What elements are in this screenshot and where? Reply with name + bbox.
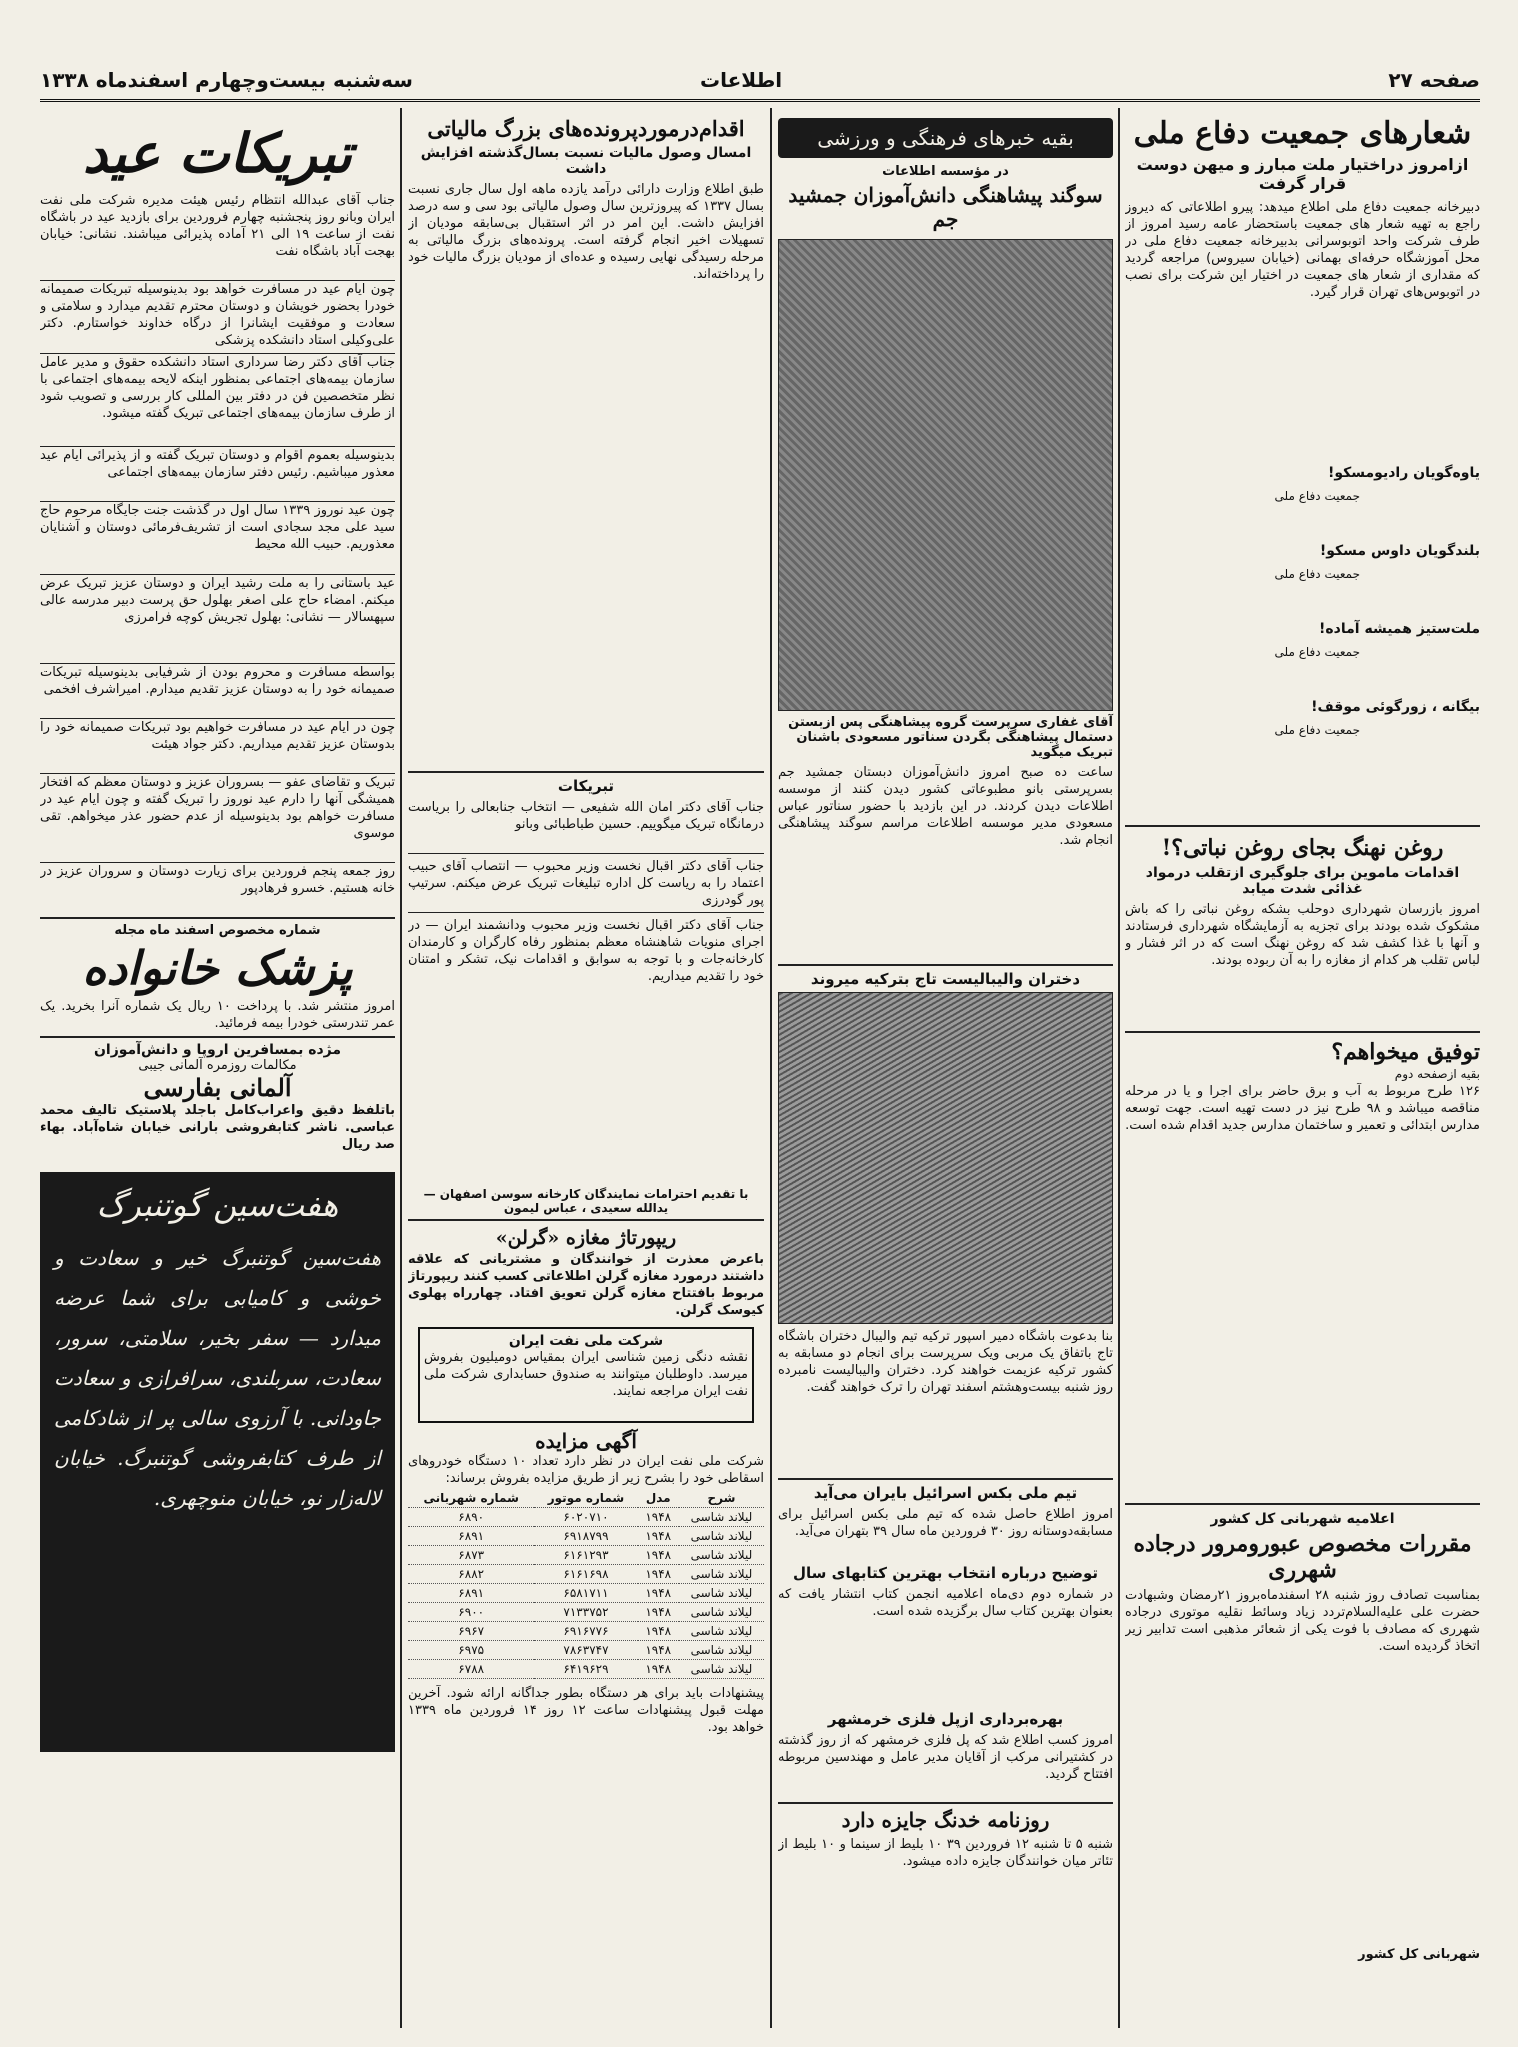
article-guerlain: باعرض معذرت از خوانندگان و مشتریانی که علاقه داشتند درمورد مغازه گرلن اطلاعاتی کسب کنند ریپورتاژ مربوط بافتتاح مغازه گرلن تعویق افتاد. چهارراه پهلوی کیوسک گرلن. (408, 1252, 764, 1318)
issue-date: سه‌شنبه بیست‌وچهارم اسفندماه ۱۳۳۸ (40, 68, 413, 92)
cell: ۱۹۴۸ (638, 1584, 679, 1603)
masthead (40, 60, 1480, 102)
divider (1125, 1503, 1480, 1505)
article-books: در شماره دوم دی‌ماه اعلامیه انجمن کتاب انتشار یافت که بعنوان بهترین کتاب سال برگزیده شده است. (778, 1587, 1113, 1619)
divider (778, 1802, 1113, 1804)
cell: ۶۱۶۱۶۹۸ (534, 1565, 637, 1584)
greeting-item: جناب آقای عبدالله انتظام رئیس هیئت مدیره شرکت ملی نفت ایران وبانو روز پنجشنبه چهارم فروردین برای بازدید عید در باشگاه نفت از ساعت ۱۹ الی ۲۱ آماده پذیرائی میباشند. نشانی: خیابان بهجت آباد باشگاه نفت (40, 192, 395, 281)
greeting-item: چون عید نوروز ۱۳۳۹ سال اول در گذشت جنت جایگاه مرحوم حاج سید علی مجد سجادی است از تشریف‌فرمائی دوستان و آشنایان معذوریم. حبیب الله محیط (40, 502, 395, 575)
article-boxing: امروز اطلاع حاصل شده که تیم ملی بکس اسرائیل برای مسابقه‌دوستانه روز ۳۰ فروردین ماه سال ۳۹ بتهران می‌آید. (778, 1507, 1113, 1539)
subhead-oil: اقدامات ماموین برای جلوگیری ازتقلب درمواد غذائی شدت میابد (1145, 865, 1460, 897)
cell: لیلاند شاسی (679, 1508, 764, 1527)
greeting-item: جناب آقای دکتر اقبال نخست وزیر محبوب — انتصاب آقای حبیب اعتماد را به ریاست کل اداره تبلیغات تبریک عرض میکنم. سرتیپ پور گودرزی (408, 858, 764, 913)
article-defense: دبیرخانه جمعیت دفاع ملی اطلاع میدهد: پیرو اطلاعاتی که دیروز راجع به تهیه شعار های جمعیت باستحضار عامه رسید امروز از طرف شرکت واحد اتوبوسرانی بدبیرخانه جمعیت دفاع ملی در محل آموزشگاه حرفه‌ای بهمانی (خیابان سیروس) مراجعه گردید که مقداری از شعار های جمعیت در اختیار این شرکت برای نصب در اتوبوس‌های تهران قرار گیرد. (1125, 200, 1480, 300)
article-traffic: بمناسبت تصادف روز شنبه ۲۸ اسفندماه‌بروز ۲۱رمضان وشبهادت حضرت علی علیه‌السلام‌تردد زیاد وسائط نقلیه موتوری درجاده شهرری که مصادف با فوت یکی از شعائر مذهبی است تدابیر زیر اتخاذ گردیده است. (1125, 1588, 1480, 1654)
article-oil: امروز بازرسان شهرداری دوحلب بشکه روغن نباتی را که باش مشکوک شده بودند برای تجزیه به آزمایشگاه شهرداری فرستادند و آنها با غذا کشف شد که روغن نهنگ است که در اثر فشار و لباس تقلب هر کدام از مغازه را به آن ربوده بودند. (1125, 902, 1480, 968)
slogan-tag: جمعیت دفاع ملی (1274, 567, 1360, 581)
cell: ۶۹۶۷ (408, 1622, 534, 1641)
section-label: در مؤسسه اطلاعات (882, 164, 1009, 179)
cell: ۶۸۸۲ (408, 1565, 534, 1584)
greeting-item: چون ایام عید در مسافرت خواهد بود بدینوسیله تبریکات صمیمانه خودرا بحضور خویشان و دوستان محترم تقدیم میدارد و سلامتی و سعادت و موفقیت ایشانرا از درگاه خداوند خواستارم. دکتر علی‌وکیلی استاد دانشکده پزشکی (40, 281, 395, 354)
headline-guerlain: ریپورتاژ مغازه «گرلن» (495, 1227, 677, 1249)
column-rule (770, 108, 772, 2028)
greeting-item: چون در ایام عید در مسافرت خواهیم بود تبریکات صمیمانه خود را بدوستان عزیز تقدیم میداریم. دکتر جواد هیئت (40, 719, 395, 774)
cell: ۱۹۴۸ (638, 1546, 679, 1565)
column-tax (408, 112, 764, 2022)
auction-terms: پیشنهادات باید برای هر دستگاه بطور جداگانه ارائه شود. آخرین مهلت قبول پیشنهادات ساعت ۱۲ روز ۱۴ فروردین ماه ۱۳۳۹ خواهد بود. (408, 1686, 764, 1735)
cell: ۱۹۴۸ (638, 1527, 679, 1546)
slogan-tag: جمعیت دفاع ملی (1274, 489, 1360, 503)
slogan: بیگانه ، زورگوئی موقف! (1311, 699, 1480, 715)
cell: لیلاند شاسی (679, 1584, 764, 1603)
cell: ۱۹۴۸ (638, 1603, 679, 1622)
table-row (408, 1641, 764, 1660)
greeting-item: تبریک و تقاضای عفو — بسروران عزیز و دوستان معظم که افتخار همیشگی آنها را دارم عید نوروز را تبریک گفته و چون ایام عید در مسافرت خواهم بود بدینوسیله از عدم حضور عذر میخواهم. تقی موسوی (40, 774, 395, 863)
section-banner: بقیه خبرهای فرهنگی و ورزشی (778, 118, 1113, 158)
section-greetings: تبریکات (557, 777, 615, 795)
book-ad-title: آلمانی بفارسی (143, 1073, 292, 1102)
notice-body: نقشه دنگی زمین شناسی ایران بمقیاس دومیلیون بفروش میرسد. داوطلبان میتوانند به صندوق حسابداری شرکت ملی نفت ایران مراجعه نمایند. (424, 1350, 748, 1399)
notice-title: شرکت ملی نفت ایران (508, 1333, 664, 1349)
article-prize: شنبه ۵ تا شنبه ۱۲ فروردین ۳۹ ۱۰ بلیط از سینما و ۱۰ بلیط از تئاتر میان خوانندگان جایزه داده میشود. (778, 1837, 1113, 1869)
table-row (408, 1508, 764, 1527)
subhead-defense: ازامروز دراختیار ملت مبارز و میهن دوست قرار گرفت (1136, 155, 1469, 193)
headline-boxing: تیم ملی بکس اسرائیل بایران می‌آید (813, 1484, 1078, 1502)
paper-name: اطلاعات (700, 68, 783, 92)
headline-books: توضیح درباره انتخاب بهترین کتابهای سال (793, 1564, 1098, 1582)
volleyball-photo (778, 992, 1113, 1324)
ad-title: هفت‌سین گوتنبرگ (96, 1186, 339, 1224)
auction-table (408, 1489, 764, 1679)
cell: لیلاند شاسی (679, 1527, 764, 1546)
column-greetings (40, 112, 395, 2022)
cell: ۱۹۴۸ (638, 1641, 679, 1660)
column-rule (400, 108, 402, 2028)
slogan-list (1125, 465, 1480, 825)
divider (778, 1478, 1113, 1480)
divider (408, 771, 764, 773)
book-ad-body: باتلفظ دقیق واعراب‌کامل باجلد پلاستیک تالیف محمد عباسی. ناشر کتابفروشی بارانی خیابان شاه‌آباد. بهاء صد ریال (40, 1103, 395, 1152)
column-header: مدل (638, 1489, 679, 1508)
magazine-ad: امروز منتشر شد. با پرداخت ۱۰ ریال یک شماره آنرا بخرید. یک عمر تندرستی خودرا بیمه فرمائید. (40, 998, 395, 1038)
column-header: شماره موتور (534, 1489, 637, 1508)
oil-company-notice (418, 1327, 754, 1423)
cell: ۶۹۱۶۷۷۶ (534, 1622, 637, 1641)
table-row (408, 1546, 764, 1565)
cell: ۷۸۶۳۷۴۷ (534, 1641, 637, 1660)
photo-caption: آقای غفاری سرپرست گروه پیشاهنگی پس ازبستن دستمال پیشاهنگی بگردن سناتور مسعودی باشنان تبریک میگوید (788, 715, 1113, 760)
headline-auction: آگهی مزایده (535, 1429, 637, 1453)
cell: ۶۸۹۱ (408, 1584, 534, 1603)
cell: ۶۷۸۸ (408, 1660, 534, 1679)
headline-traffic: مقررات مخصوص عبورومرور درجاده شهرری (1133, 1531, 1472, 1583)
table-row (408, 1603, 764, 1622)
slogan-tag: جمعیت دفاع ملی (1274, 645, 1360, 659)
headline-prize: روزنامه خدنگ جایزه دارد (841, 1808, 1050, 1832)
cell: ۶۰۲۰۷۱۰ (534, 1508, 637, 1527)
greeting-item: بدینوسیله بعموم اقوام و دوستان تبریک گفته و از پذیرائی ایام عید معذور میباشیم. رئیس دفتر سازمان بیمه‌های اجتماعی (40, 447, 395, 502)
cell: ۱۹۴۸ (638, 1622, 679, 1641)
page-number: صفحه ۲۷ (1388, 68, 1480, 92)
cell: ۶۴۱۹۶۲۹ (534, 1660, 637, 1679)
slogan: بلندگویان داوس مسکو! (1319, 543, 1480, 559)
cell: ۶۸۹۱ (408, 1527, 534, 1546)
divider (778, 964, 1113, 966)
greeting-item: جناب آقای دکتر رضا سرداری استاد دانشکده حقوق و مدیر عامل سازمان بیمه‌های اجتماعی بمنظور اینکه لایحه بیمه‌های اجتماعی با نظر متخصصین فن در دفتر بین المللی کار بررسی و تصویب شود از طرف سازمان بیمه‌های اجتماعی تبریک گفته میشود. (40, 354, 395, 447)
headline-volleyball: دختران والیبالیست تاج بترکیه میروند (810, 970, 1081, 988)
article-tax: طبق اطلاع وزارت دارائی درآمد یازده ماهه اول سال جاری نسبت بسال ۱۳۳۷ که پیروزترین سال وصول مالیاتی بود سی و سه درصد افزایش داشت. این امر در اثر استقبال بی‌سابقه مودیان از تسهیلات اخیر انجام گرفته است. پرونده‌های بزرگ مالیاتی به مرحله رسیدگی نهایی رسیده و عده‌ای از مودیان بزرگ مالیات خود را پرداخته‌اند. (408, 182, 764, 282)
cell: ۶۸۷۳ (408, 1546, 534, 1565)
greeting-item: بواسطه مسافرت و محروم بودن از شرفیابی بدینوسیله تبریکات صمیمانه خود را به دوستان عزیز تقدیم میدارم. امیراشرف افخمی (40, 664, 395, 719)
headline-bridge: بهره‌برداری ازپل فلزی خرمشهر (827, 1710, 1064, 1728)
cell: لیلاند شاسی (679, 1660, 764, 1679)
auction-intro: شرکت ملی نفت ایران در نظر دارد تعداد ۱۰ دستگاه خودروهای اسقاطی خود را بشرح زیر از طریق مزایده بفروش برساند: (408, 1454, 764, 1486)
table-row (408, 1660, 764, 1679)
headline-oil: روغن نهنگ بجای روغن نباتی؟! (1161, 835, 1444, 861)
cell: لیلاند شاسی (679, 1546, 764, 1565)
continued-note: بقیه ازصفحه دوم (1394, 1067, 1480, 1081)
slogan-tag: جمعیت دفاع ملی (1274, 723, 1360, 737)
article-bridge: امروز کسب اطلاع شد که پل فلزی خرمشهر که از روز گذشته در کشتیرانی مرکب از آقایان مدیر عامل و مهندسین مربوطه افتتاح گردید. (778, 1733, 1113, 1782)
article-tofigh: ۱۲۶ طرح مربوط به آب و برق حاضر برای اجرا و یا در مرحله مناقصه میباشد و ۹۸ طرح نیز در دست تهیه است. جهت توسعه مدارس ابتدائی و تعمیر و ساختمان مدارس جدید اقدام شده است. (1125, 1084, 1480, 1133)
cell: ۱۹۴۸ (638, 1565, 679, 1584)
cell: ۶۹۰۰ (408, 1603, 534, 1622)
cell: ۶۹۱۸۷۹۹ (534, 1527, 637, 1546)
scouts-photo (778, 239, 1113, 711)
column-header: شماره شهربانی (408, 1489, 534, 1508)
magazine-title: پزشک خانواده (82, 941, 353, 995)
cell: ۶۵۸۱۷۱۱ (534, 1584, 637, 1603)
greeting-item: جناب آقای دکتر امان الله شفیعی — انتخاب جنابعالی را بریاست درمانگاه تبریک میگوییم. حسین طباطبائی وبانو (408, 799, 764, 854)
book-ad-kicker: مژده بمسافرین اروپا و دانش‌آموزان (93, 1042, 342, 1058)
ad-body: هفت‌سین گوتنبرگ خیر و سعادت و خوشی و کامیابی برای شما عرضه میدارد — سفر بخیر، سلامتی، سرور، سعادت، سربلندی، سرافرازی و سعادت جاودانی. با آرزوی سالی پر از شادکامی از طرف کتابفروشی گوتنبرگ. خیابان لاله‌زار نو، خیابان منوچهری. (54, 1246, 381, 1510)
cell: لیلاند شاسی (679, 1641, 764, 1660)
greeting-item: عید باستانی را به ملت رشید ایران و دوستان عزیز تبریک عرض میکنم. امضاء حاج علی اصغر بهلول حق پرست دبیر مدرسه عالی سپهسالار — نشانی: بهلول تجریش کوچه فرامرزی (40, 575, 395, 664)
cell: ۷۱۳۳۷۵۲ (534, 1603, 637, 1622)
cell: ۱۹۴۸ (638, 1660, 679, 1679)
column-culture (778, 112, 1113, 2022)
article-scouts: ساعت ده صبح امروز دانش‌آموزان دبستان جمشید جم بسرپرستی بانو مطبوعاتی کشور دیدن کنند از موسسه اطلاعات دیدن کردند. در این بازدید با حضور سناتور عباس مسعودی مدیر موسسه اطلاعات مراسم سوگند پیشاهنگی انجام شد. (778, 765, 1113, 848)
cell: ۱۹۴۸ (638, 1508, 679, 1527)
cell: لیلاند شاسی (679, 1603, 764, 1622)
slogan: یاوه‌گویان رادیومسکو! (1327, 465, 1480, 481)
cell: ۶۱۶۱۲۹۳ (534, 1546, 637, 1565)
article-volleyball: بنا بدعوت باشگاه دمیر اسپور ترکیه تیم والیبال دختران باشگاه تاج باتفاق یک مربی ویک سرپرست برای انجام دو مسابقه به کشور ترکیه عزیمت خواهند کرد. دختران والیبالیست نامبرده روز شنبه بیست‌وهشتم اسفند تهران را ترک خواهند گفت. (778, 1329, 1113, 1395)
column-header: شرح (679, 1489, 764, 1508)
table-row (408, 1565, 764, 1584)
cell: لیلاند شاسی (679, 1622, 764, 1641)
table-row (408, 1622, 764, 1641)
divider (1125, 1031, 1480, 1033)
headline-defense: شعارهای جمعیت دفاع ملی (1133, 116, 1472, 151)
book-ad-subtitle: مکالمات روزمره آلمانی جیبی (138, 1058, 297, 1073)
signature: شهربانی کل کشور (1358, 1947, 1480, 1962)
headline-tofigh: توفیق میخواهم؟ (1331, 1039, 1480, 1065)
greeting-item: جناب آقای دکتر اقبال نخست وزیر محبوب ودانشمند ایران — در اجرای منویات شاهنشاه معظم بمنظور رفاه کارگران و کارمندان کارخانه‌جات و با توجه به سوابق و اقدامات نیک، تشکر و امتنان خود را تقدیم میداریم. (408, 918, 764, 984)
cell: لیلاند شاسی (679, 1565, 764, 1584)
column-national-defense (1125, 112, 1480, 2022)
table-row (408, 1527, 764, 1546)
magazine-kicker: شماره مخصوص اسفند ماه مجله (114, 923, 321, 938)
subhead-tax: امسال وصول مالیات نسبت بسال‌گذشته افزایش داشت (420, 145, 752, 177)
headline-greetings: تبریکات عید (83, 121, 352, 185)
gutenberg-ad (40, 1172, 395, 1752)
signature: با تقدیم احترامات نمایندگان کارخانه سوسن اصفهان — یدالله سعیدی ، عباس لیمون (408, 1187, 764, 1221)
table-header (408, 1489, 764, 1508)
table-row (408, 1584, 764, 1603)
greeting-item: روز جمعه پنجم فروردین برای زیارت دوستان و سروران عزیز در خانه هستیم. خسرو فرهادپور (40, 863, 395, 919)
column-rule (1118, 108, 1120, 2028)
notice-label: اعلامیه شهربانی کل کشور (1210, 1511, 1395, 1527)
slogan: ملت‌ستیز همیشه آماده! (1319, 621, 1480, 637)
cell: ۶۸۹۰ (408, 1508, 534, 1527)
cell: ۶۹۷۵ (408, 1641, 534, 1660)
headline-tax: اقدام‌درمورد‌پرونده‌های بزرگ مالیاتی (427, 116, 745, 141)
headline-scouts: سوگند پیشاهنگی دانش‌آموزان جمشید جم (788, 183, 1103, 231)
divider (1125, 825, 1480, 827)
